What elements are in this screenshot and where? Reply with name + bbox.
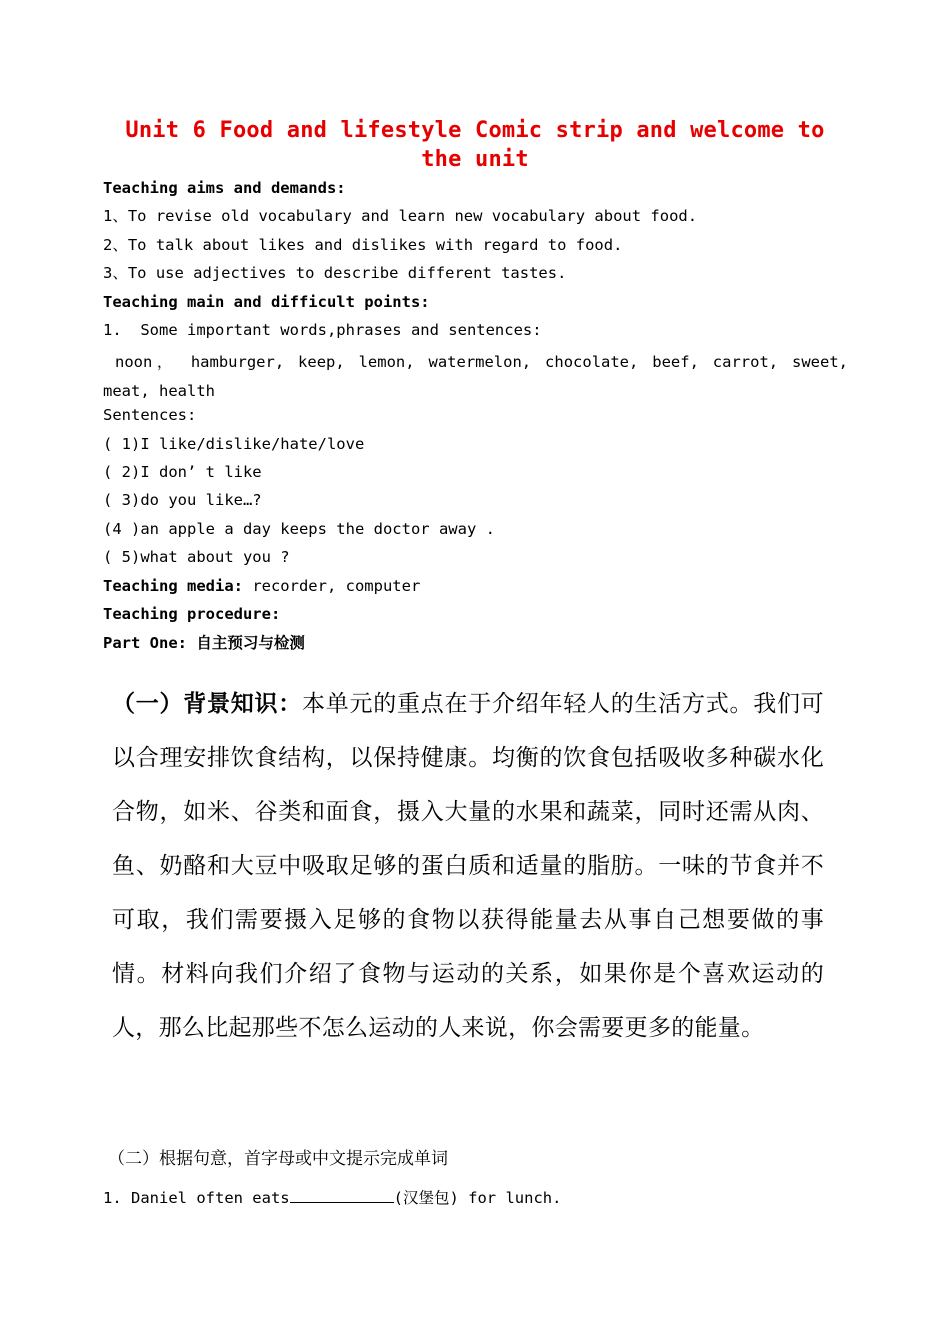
exercise-1-blank[interactable]: [290, 1188, 394, 1203]
sentence-5: ( 5)what about you ?: [103, 548, 290, 566]
vocabulary-list: noon， hamburger, keep, lemon, watermelon, chocolate, beef, carrot, sweet, meat, health: [103, 353, 848, 400]
section-2-heading: （二）根据句意，首字母或中文提示完成单词: [108, 1149, 448, 1169]
background-lead: （一）背景知识：: [112, 691, 302, 717]
sentence-2: ( 2)I don’ t like: [103, 463, 262, 481]
part-one-value: 自主预习与检测: [196, 634, 305, 652]
background-text: 本单元的重点在于介绍年轻人的生活方式。我们可以合理安排饮食结构，以保持健康。均衡的饮食包括吸收多种碳水化合物，如米、谷类和面食，摄入大量的水果和蔬菜，同时还需从肉、鱼、奶酪和大豆中吸取足够的蛋白质和适量的脂肪。一味的节食并不可取，我们需要摄入足够的食物以获得能量去从事自己想要做的事情。材料向我们介绍了食物与运动的关系，如果你是个喜欢运动的人，那么比起那些不怎么运动的人来说，你会需要更多的能量。: [112, 691, 824, 1041]
part-one-heading: [103, 633, 305, 653]
points-item-1: 1. Some important words,phrases and sentences:: [103, 321, 542, 339]
media-value: recorder, computer: [242, 577, 421, 595]
exercise-1-after: (汉堡包) for lunch.: [393, 1189, 562, 1207]
aims-heading: Teaching aims and demands:: [103, 179, 346, 197]
aim-item-2: 2、To talk about likes and dislikes with regard to food.: [103, 236, 623, 254]
exercise-1-before: 1. Daniel often eats: [103, 1189, 290, 1207]
sentence-4: (4 )an apple a day keeps the doctor away .: [103, 520, 495, 538]
teaching-media: [103, 576, 420, 596]
exercise-1: [103, 1186, 561, 1208]
procedure-heading: Teaching procedure:: [103, 605, 281, 623]
sentence-3: ( 3)do you like…?: [103, 491, 262, 509]
points-heading: Teaching main and difficult points:: [103, 293, 430, 311]
aim-item-1: 1、To revise old vocabulary and learn new vocabulary about food.: [103, 207, 698, 225]
background-paragraph: [112, 677, 824, 1055]
media-label: Teaching media:: [103, 577, 243, 595]
sentences-label: Sentences:: [103, 406, 197, 424]
aim-item-3: 3、To use adjectives to describe different tastes.: [103, 264, 567, 282]
part-one-label: Part One:: [103, 634, 197, 652]
page-title: Unit 6 Food and lifestyle Comic strip and welcome to the unit: [125, 118, 825, 172]
sentence-1: ( 1)I like/dislike/hate/love: [103, 435, 365, 453]
